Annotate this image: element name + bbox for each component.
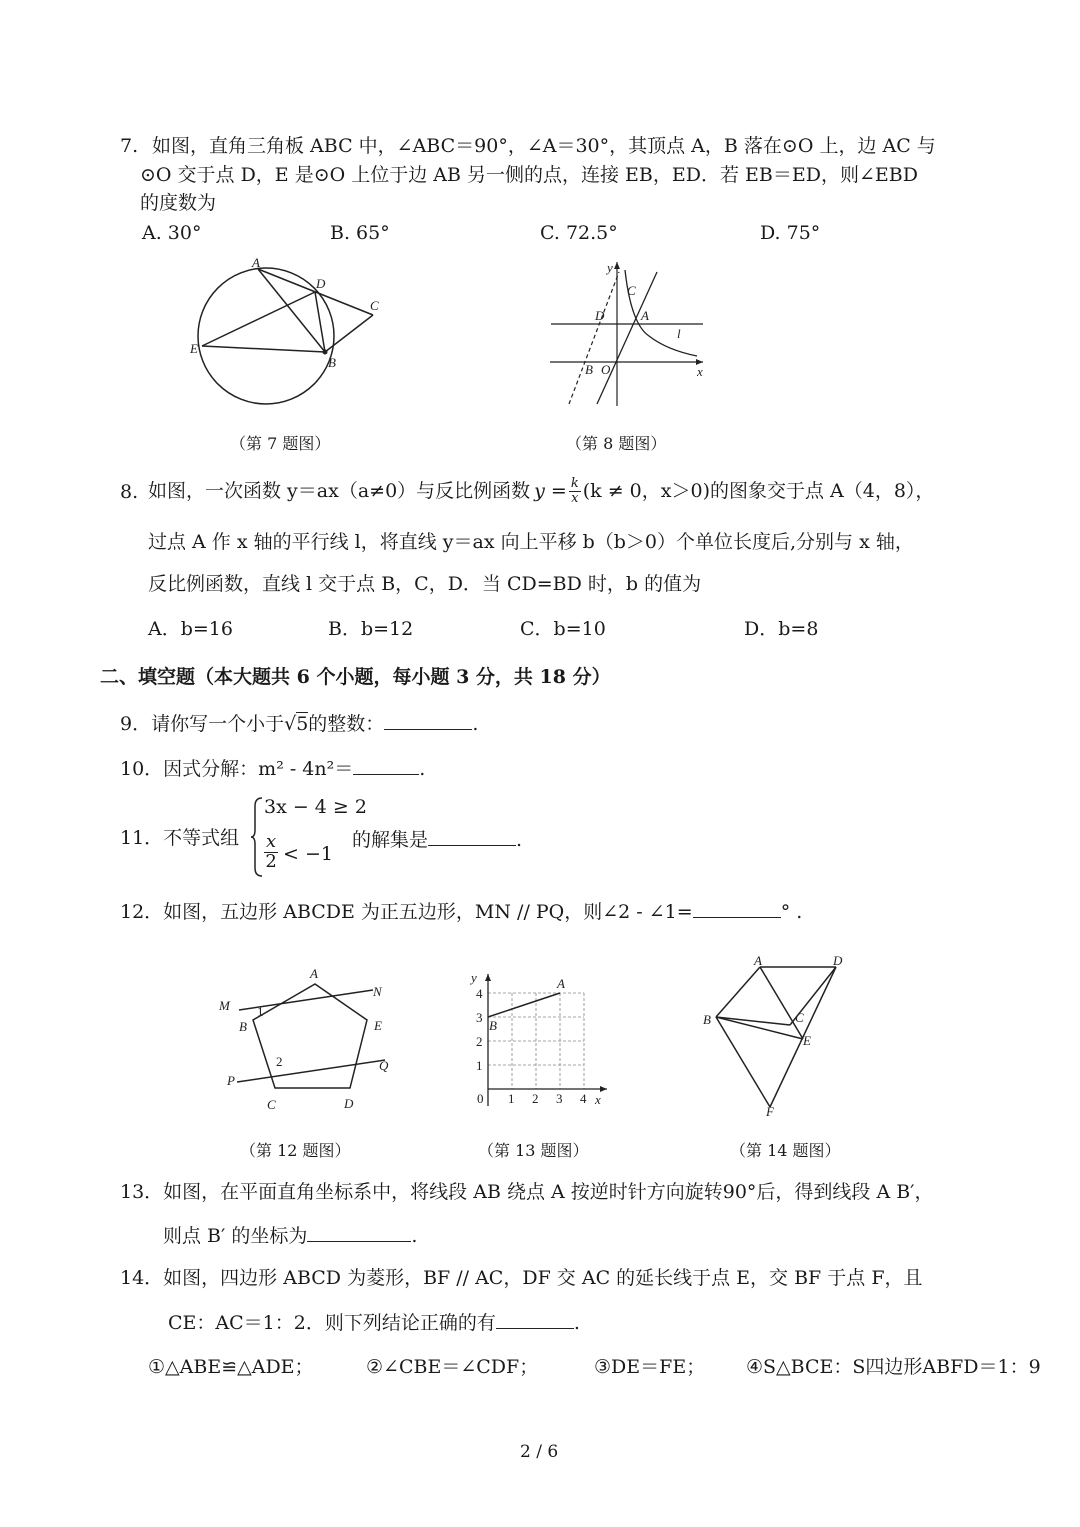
fig14-label-d: D bbox=[833, 953, 843, 968]
q13-line2 bbox=[163, 1225, 417, 1246]
fig12-label-p: P bbox=[227, 1073, 235, 1088]
q12-answer-blank[interactable] bbox=[693, 901, 781, 918]
figure-7-circle-diagram bbox=[180, 255, 400, 415]
q11-inequality-2: < −1 bbox=[283, 843, 333, 865]
q12-text: 12．如图，五边形 ABCDE 为正五边形，MN // PQ，则∠2 - ∠1= bbox=[120, 901, 693, 923]
q14-option-4: ④S△BCE：S四边形ABFD＝1：9 bbox=[746, 1356, 1041, 1378]
fig13-xtick-4: 4 bbox=[580, 1091, 587, 1106]
fig13-label-y: y bbox=[471, 970, 477, 985]
q14-line1: 14．如图，四边形 ABCD 为菱形，BF // AC，DF 交 AC 的延长线于点 E，交 BF 于点 F，且 bbox=[120, 1267, 923, 1289]
fig12-label-two: 2 bbox=[276, 1054, 283, 1069]
q8-option-a: A．b=16 bbox=[148, 618, 233, 640]
q14-end: . bbox=[573, 1312, 580, 1334]
fig13-ytick-1: 1 bbox=[476, 1058, 483, 1073]
fig13-ytick-4: 4 bbox=[476, 986, 483, 1001]
fig13-origin: 0 bbox=[477, 1091, 484, 1106]
q14-option-1: ①△ABE≌△ADE； bbox=[148, 1356, 314, 1378]
q7-number: 7. bbox=[120, 135, 139, 157]
q14-option-3: ③DE＝FE； bbox=[594, 1356, 706, 1378]
q8-frac-denominator: x bbox=[571, 490, 579, 506]
q11-inequality-1: 3x − 4 ≥ 2 bbox=[264, 796, 367, 818]
fig12-label-m: M bbox=[219, 998, 230, 1013]
q7-line2: ⊙O 交于点 D，E 是⊙O 上位于边 AB 另一侧的点，连接 EB，ED．若 EB＝ED，则∠EBD bbox=[140, 164, 918, 186]
figure-8-caption: （第 8 题图） bbox=[566, 434, 667, 453]
fig8-label-b: B bbox=[585, 362, 593, 377]
q11-brace bbox=[250, 796, 264, 878]
q11-tail bbox=[352, 829, 522, 850]
fig8-label-y: y bbox=[607, 260, 613, 275]
fig7-label-e: E bbox=[190, 341, 198, 356]
q13-end: . bbox=[411, 1225, 418, 1247]
q8-line3: 反比例函数，直线 l 交于点 B，C，D．当 CD=BD 时，b 的值为 bbox=[148, 573, 702, 595]
fig14-label-a: A bbox=[754, 953, 762, 968]
figure-12-caption: （第 12 题图） bbox=[240, 1141, 351, 1160]
fig7-label-c: C bbox=[370, 298, 379, 313]
q13-line1: 13．如图，在平面直角坐标系中，将线段 AB 绕点 A 按逆时针方向旋转90°后，得到线段 A B′， bbox=[120, 1181, 934, 1203]
q10-line bbox=[120, 758, 425, 779]
q9-sqrt-arg: 5 bbox=[296, 713, 309, 735]
q7-line3: 的度数为 bbox=[140, 192, 217, 214]
q10-end: . bbox=[419, 758, 426, 780]
q13-answer-blank[interactable] bbox=[307, 1225, 411, 1242]
q8-frac-numerator: k bbox=[570, 476, 579, 491]
q8-line2: 过点 A 作 x 轴的平行线 l，将直线 y＝ax 向上平移 b（b＞0）个单位长度后,分别与 x 轴， bbox=[148, 531, 914, 553]
fig12-label-a: A bbox=[310, 966, 318, 981]
q12-line bbox=[120, 901, 802, 922]
fig12-label-one: 1 bbox=[257, 1004, 264, 1019]
q7-option-c: C. 72.5° bbox=[540, 222, 618, 244]
q11-tail-text: 的解集是 bbox=[352, 829, 429, 851]
fig7-label-d: D bbox=[316, 276, 326, 291]
q7-line1: 如图，直角三角板 ABC 中，∠ABC＝90°，∠A＝30°，其顶点 A，B 落在⊙O 上，边 AC 与 bbox=[152, 135, 936, 157]
fig12-label-d: D bbox=[344, 1096, 354, 1111]
q11-frac-numerator: x bbox=[266, 831, 277, 852]
q11-frac-denominator: 2 bbox=[265, 850, 277, 872]
q8-option-d: D．b=8 bbox=[744, 618, 819, 640]
fig8-label-x: x bbox=[697, 364, 703, 379]
q7-option-b: B. 65° bbox=[330, 222, 390, 244]
fig13-label-x: x bbox=[595, 1092, 601, 1107]
q10-text: 10．因式分解：m² - 4n²＝ bbox=[120, 758, 354, 780]
fig12-label-n: N bbox=[373, 984, 382, 999]
q11-fraction bbox=[264, 833, 278, 872]
fig12-label-c: C bbox=[267, 1097, 276, 1112]
fig14-label-c: C bbox=[795, 1010, 804, 1025]
q14-option-2: ②∠CBE＝∠CDF； bbox=[366, 1356, 539, 1378]
q8-option-c: C．b=10 bbox=[520, 618, 606, 640]
fig8-label-c: C bbox=[627, 283, 636, 298]
fig13-ytick-2: 2 bbox=[476, 1034, 483, 1049]
fig13-xtick-2: 2 bbox=[532, 1091, 539, 1106]
q11-end: . bbox=[516, 829, 523, 851]
fig14-label-b: B bbox=[703, 1012, 711, 1027]
q9-text-end: 的整数： bbox=[308, 713, 385, 735]
q9-text-start: 9．请你写一个小于 bbox=[120, 713, 285, 735]
q8-formula-y: y = bbox=[534, 479, 567, 502]
fig7-label-b: B bbox=[328, 355, 336, 370]
fig13-label-b: B bbox=[489, 1018, 497, 1033]
q8-option-b: B．b=12 bbox=[328, 618, 414, 640]
section-2-title: 二、填空题（本大题共 6 个小题，每小题 3 分，共 18 分） bbox=[100, 666, 611, 688]
page-number: 2 / 6 bbox=[520, 1442, 559, 1462]
fig12-label-q: Q bbox=[379, 1058, 389, 1073]
fig7-label-a: A bbox=[252, 255, 260, 270]
q9-end: . bbox=[472, 713, 479, 735]
figure-14-rhombus bbox=[700, 955, 850, 1120]
fig13-xtick-3: 3 bbox=[556, 1091, 563, 1106]
figure-13-grid bbox=[465, 968, 615, 1110]
q12-end: ° . bbox=[780, 901, 803, 923]
q8-line1-end: (k ≠ 0，x＞0)的图象交于点 A（4，8）， bbox=[582, 479, 935, 502]
fig12-label-b: B bbox=[239, 1019, 247, 1034]
q9-answer-blank[interactable] bbox=[384, 713, 472, 730]
fig8-label-a: A bbox=[641, 308, 649, 323]
q11-answer-blank[interactable] bbox=[428, 829, 516, 846]
figure-13-caption: （第 13 题图） bbox=[478, 1141, 589, 1160]
q8-line1 bbox=[148, 477, 934, 505]
fig14-label-e: E bbox=[803, 1033, 811, 1048]
q7-option-d: D. 75° bbox=[760, 222, 821, 244]
q8-number: 8. bbox=[120, 481, 139, 503]
q8-fraction bbox=[569, 477, 581, 505]
fig8-label-d: D bbox=[595, 308, 605, 323]
fig8-label-o: O bbox=[601, 362, 611, 377]
fig12-label-e: E bbox=[374, 1018, 382, 1033]
fig14-label-f: F bbox=[766, 1104, 774, 1119]
q10-answer-blank[interactable] bbox=[353, 758, 419, 775]
fig8-label-l: l bbox=[677, 326, 681, 341]
q11-label: 11．不等式组 bbox=[120, 827, 240, 849]
figure-14-caption: （第 14 题图） bbox=[730, 1141, 841, 1160]
figure-8-function-graph bbox=[545, 258, 715, 408]
figure-7-caption: （第 7 题图） bbox=[230, 434, 331, 453]
q14-line2-text: CE：AC＝1：2．则下列结论正确的有 bbox=[168, 1312, 496, 1334]
fig13-ytick-3: 3 bbox=[476, 1010, 483, 1025]
fig13-xtick-1: 1 bbox=[508, 1091, 515, 1106]
q7-option-a: A. 30° bbox=[142, 222, 202, 244]
q13-line2-text: 则点 B′ 的坐标为 bbox=[163, 1225, 308, 1247]
fig13-label-a: A bbox=[557, 976, 565, 991]
q9-line bbox=[120, 713, 478, 734]
q14-line2 bbox=[168, 1312, 580, 1333]
q8-line1-start: 如图，一次函数 y＝ax（a≠0）与反比例函数 bbox=[148, 479, 531, 502]
figure-12-pentagon bbox=[215, 962, 405, 1112]
q14-answer-blank[interactable] bbox=[496, 1312, 574, 1329]
q9-sqrt-sign: √ bbox=[284, 713, 297, 735]
